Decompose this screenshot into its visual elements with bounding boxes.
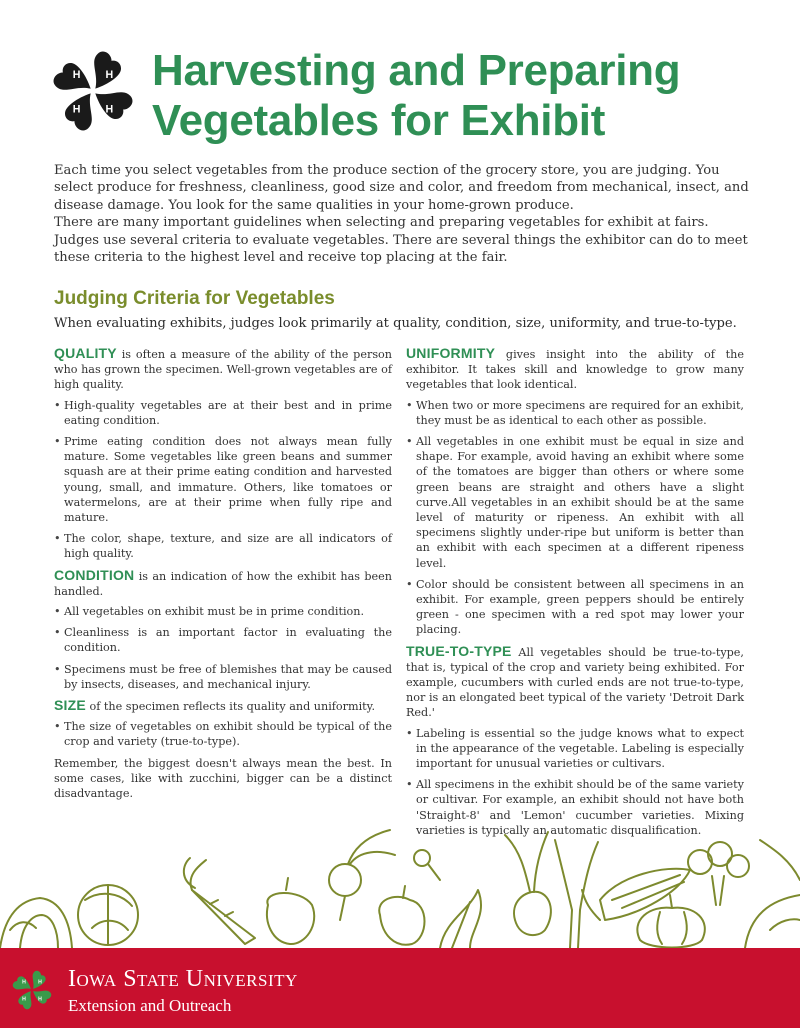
uniformity-keyword: UNIFORMITY xyxy=(406,345,496,361)
condition-keyword: CONDITION xyxy=(54,566,135,583)
list-item: • All specimens in the exhibit should be of the same variety or cultivar. For example, an exhibit should not have both 'Straight-8' and 'Lemon' cucumber varieties. Mixing varieties is typically an automatic disqualification. xyxy=(406,777,744,838)
true-to-type-keyword: TRUE-TO-TYPE xyxy=(406,642,512,659)
page-title xyxy=(152,46,772,146)
svg-text:H: H xyxy=(22,996,26,1003)
quality-keyword: QUALITY xyxy=(54,345,117,361)
quality-block xyxy=(54,346,392,562)
list-item: • All vegetables in one exhibit must be equal in size and shape. For example, avoid having an exhibit where some of the tomatoes are bigger than others or where some green beans are straight and others have a slight curve.All vegetables in an exhibit should be at the same level of maturity or ripeness. An exhibit with all specimens slightly under-ripe but uniform is better than an exhibit with each specimen at a different ripeness level. xyxy=(406,434,744,571)
true-to-type-text: All vegetables should be true-to-type, that is, typical of the crop and variety being exhibited. For example, cucumbers with curled ends are not true-to-type, nor is an elongated beet typical of the variety 'Detroit Dark Red.' xyxy=(406,645,744,720)
footer-bar xyxy=(0,948,800,1028)
list-item: • Color should be consistent between all specimens in an exhibit. For example, green peppers should be entirely green - one specimen with a red spot may lower your placing. xyxy=(406,577,744,638)
quality-text: is often a measure of the ability of the person who has grown the specimen. Well-grown vegetables are of high quality. xyxy=(54,348,392,392)
list-item: • Cleanliness is an important factor in evaluating the condition. xyxy=(54,625,392,655)
svg-text:H: H xyxy=(22,979,26,986)
intro-paragraph-1: Each time you select vegetables from the produce section of the grocery store, you are judging. You select produce for freshness, cleanliness, good size and color, and freedom from mechanical, insect, and disease damage. You look for the same qualities in your home-grown produce. xyxy=(54,163,749,213)
svg-text:H: H xyxy=(38,979,42,986)
svg-text:H: H xyxy=(105,103,114,116)
pumpkin-icon xyxy=(637,895,704,948)
university-unit: Extension and Outreach xyxy=(68,996,232,1015)
list-item: • The color, shape, texture, and size are all indicators of high quality. xyxy=(54,531,392,561)
beet-icon xyxy=(329,830,395,920)
chard-icon xyxy=(440,890,481,948)
list-item: • All vegetables on exhibit must be in prime condition. xyxy=(54,604,392,619)
leek-icon xyxy=(555,840,598,948)
onion-icon xyxy=(505,832,551,935)
corn-icon xyxy=(582,869,690,920)
left-column xyxy=(54,346,392,807)
list-item: • Labeling is essential so the judge knows what to expect in the appearance of the vegetable. Labeling is especially important for unusual varieties or cultivars. xyxy=(406,726,744,772)
condition-text: is an indication of how the exhibit has been handled. xyxy=(54,569,392,598)
broccoli-icon xyxy=(688,842,749,905)
list-item: • High-quality vegetables are at their best and in prime eating condition. xyxy=(54,398,392,428)
svg-text:H: H xyxy=(105,68,114,81)
intro-paragraph-2: There are many important guidelines when selecting and preparing vegetables for exhibit at fairs. Judges use several criteria to evaluate vegetables. There are several things the exhibitor can do to meet these criteria to the highest level and receive top placing at the fair. xyxy=(54,215,748,266)
uniformity-text: gives insight into the ability of the exhibitor. It takes skill and knowledge to grow many vegetables that look identical. xyxy=(406,348,744,392)
page-title-line1: Harvesting and Preparing xyxy=(152,46,681,95)
svg-text:H: H xyxy=(38,996,42,1003)
size-keyword: SIZE xyxy=(54,697,86,714)
true-to-type-block xyxy=(406,644,744,838)
lettuce-icon xyxy=(0,898,72,948)
cabbage-icon xyxy=(78,885,138,945)
carrot-icon xyxy=(184,858,255,944)
four-h-clover-icon xyxy=(12,970,52,1010)
list-item: • The size of vegetables on exhibit should be typical of the crop and variety (true-to-type). xyxy=(54,719,392,749)
condition-block xyxy=(54,568,392,692)
list-item: • When two or more specimens are required for an exhibit, they must be as identical to each other as possible. xyxy=(406,398,744,428)
size-note: Remember, the biggest doesn't always mean the best. In some cases, like with zucchini, bigger can be a distinct disadvantage. xyxy=(54,756,392,801)
university-name: Iowa State University xyxy=(68,966,298,992)
four-h-clover-icon xyxy=(52,50,134,132)
list-item: • Prime eating condition does not always mean fully mature. Some vegetables like green beans and summer squash are at their prime eating condition and harvested young, small, and immature. Others, like tomatoes or watermelons, are at their prime when fully ripe and mature. xyxy=(54,434,392,525)
pepper-icon xyxy=(379,886,424,945)
size-text: of the specimen reflects its quality and uniformity. xyxy=(85,700,376,714)
vegetable-illustration xyxy=(0,820,800,948)
uniformity-block xyxy=(406,346,744,638)
size-block xyxy=(54,698,392,801)
right-column xyxy=(406,346,744,844)
onion-sprout-icon xyxy=(414,850,440,880)
section-intro: When evaluating exhibits, judges look primarily at quality, condition, size, uniformity, and true-to-type. xyxy=(54,316,737,331)
svg-text:H: H xyxy=(72,103,81,116)
squash-icon xyxy=(267,878,314,944)
section-heading: Judging Criteria for Vegetables xyxy=(54,288,335,309)
intro-text xyxy=(54,162,754,266)
leaf-icon xyxy=(745,840,800,948)
svg-text:H: H xyxy=(72,68,81,81)
page-title-line2: Vegetables for Exhibit xyxy=(152,96,606,145)
list-item: • Specimens must be free of blemishes that may be caused by insects, diseases, and mechanical injury. xyxy=(54,662,392,692)
